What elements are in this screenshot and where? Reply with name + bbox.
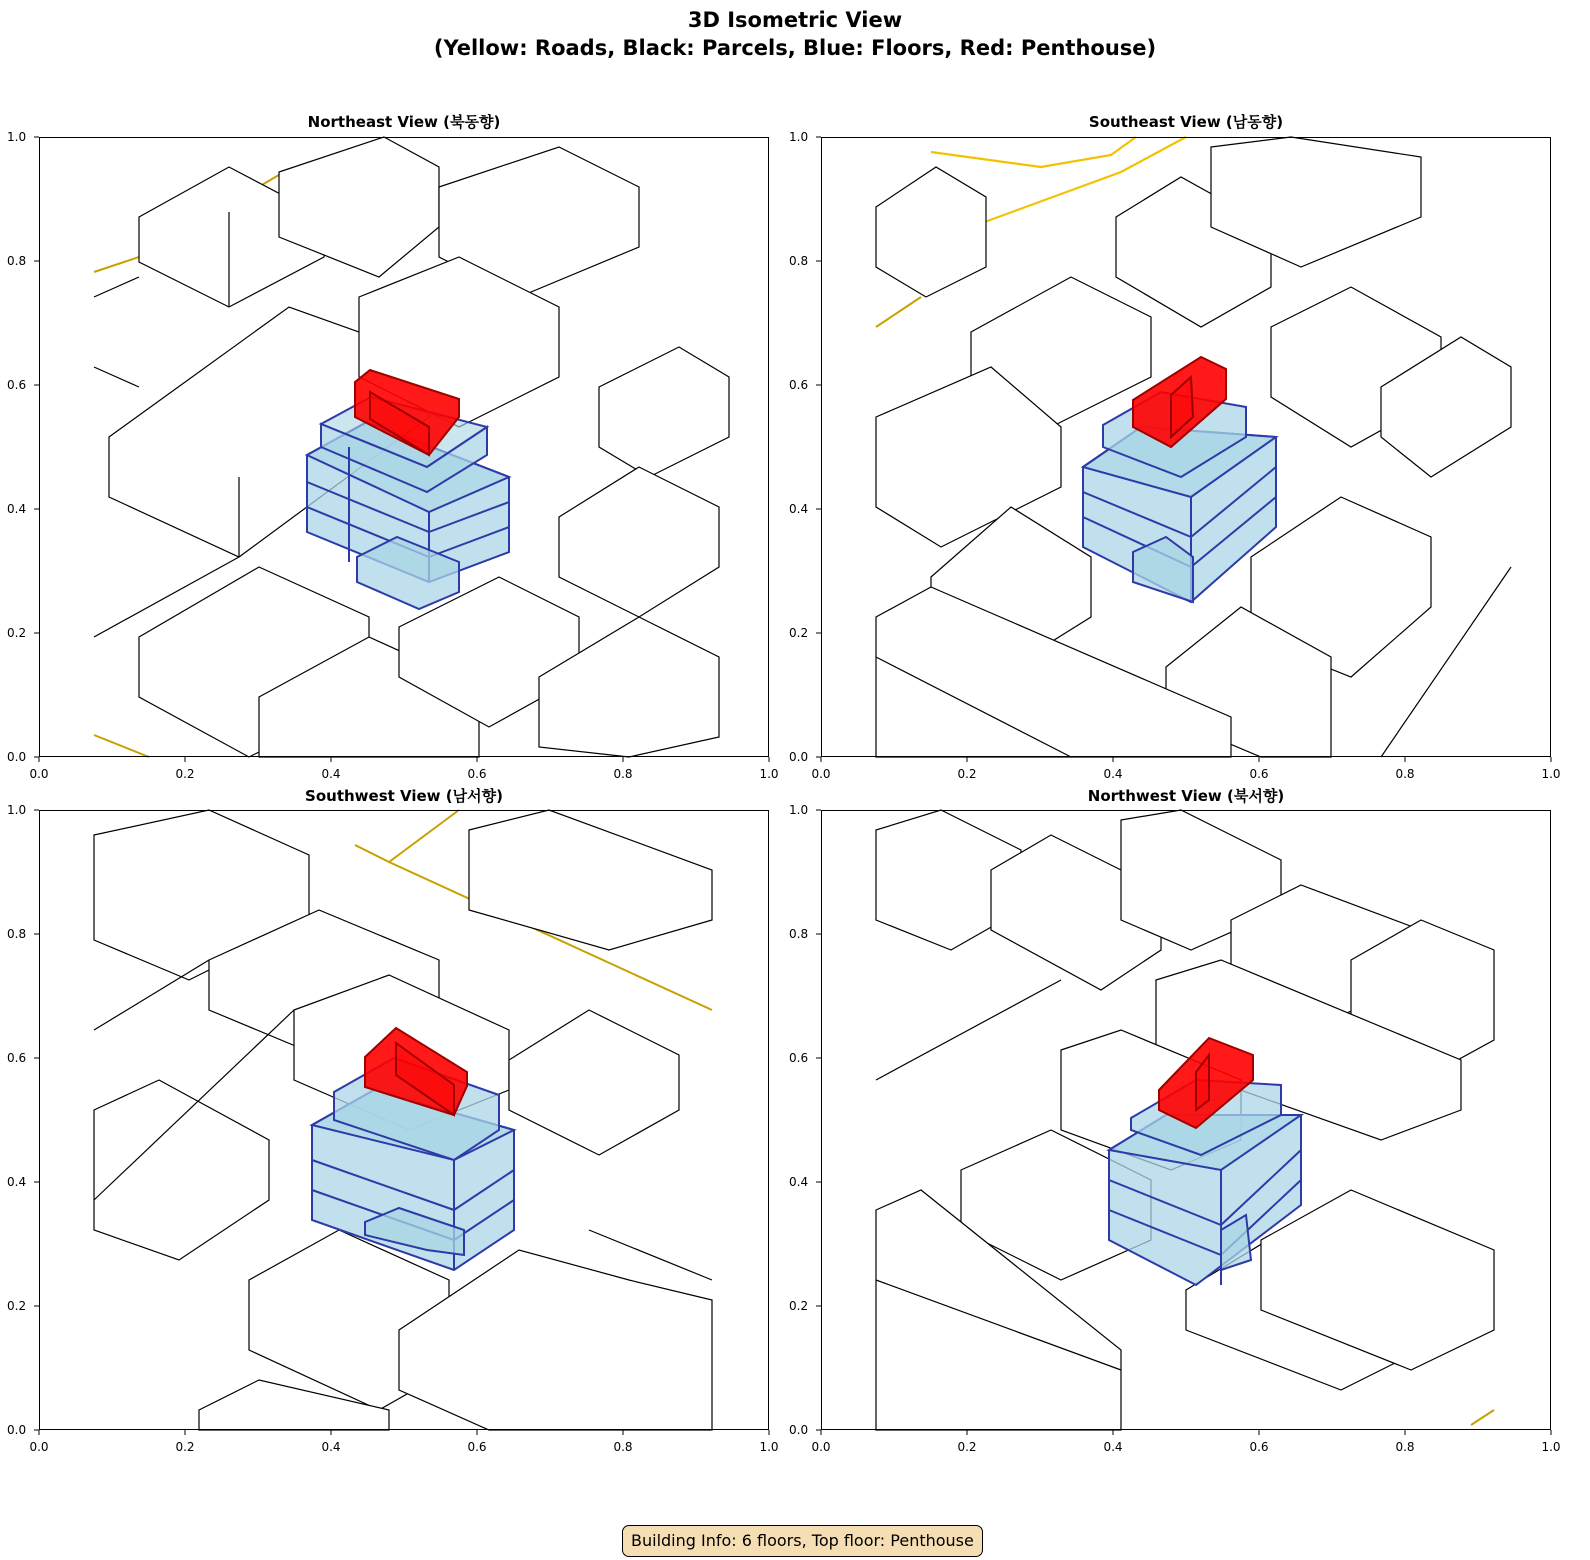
figure-subtitle: (Yellow: Roads, Black: Parcels, Blue: Floors, Red: Penthouse) — [433, 36, 1157, 60]
figure-title: 3D Isometric View — [687, 8, 903, 32]
panel-title-southwest: Southwest View (남서향) — [305, 787, 503, 805]
y-tick-label: 0.0 — [789, 1423, 809, 1437]
y-tick-label: 0.8 — [789, 254, 809, 268]
x-tick-label: 1.0 — [759, 767, 779, 781]
parcel-edge — [94, 367, 139, 387]
x-tick-label: 0.4 — [321, 767, 341, 781]
axes-northeast — [7, 130, 779, 781]
x-tick-label: 0.8 — [1395, 767, 1415, 781]
road-line — [1471, 1410, 1494, 1425]
x-tick-label: 0.0 — [811, 767, 831, 781]
y-tick-label: 0.4 — [7, 502, 27, 516]
x-tick-label: 0.8 — [1395, 1440, 1415, 1454]
y-tick-label: 0.8 — [789, 927, 809, 941]
y-tick-label: 0.4 — [789, 1175, 809, 1189]
isometric-plot-southeast — [821, 137, 1551, 757]
panel-title-northeast: Northeast View (북동향) — [307, 113, 501, 131]
y-tick-label: 1.0 — [7, 130, 27, 144]
isometric-plot-southwest — [39, 810, 769, 1430]
parcel-block — [509, 1010, 679, 1155]
x-tick-label: 0.0 — [29, 767, 49, 781]
road-line — [931, 137, 1136, 167]
building-info-box: Building Info: 6 floors, Top floor: Penthouse — [622, 1525, 983, 1557]
parcel-block — [469, 810, 712, 950]
y-tick-label: 1.0 — [789, 803, 809, 817]
x-tick-label: 0.8 — [613, 767, 633, 781]
x-tick-label: 0.2 — [175, 1440, 195, 1454]
x-tick-label: 1.0 — [1541, 767, 1561, 781]
x-tick-label: 0.6 — [1249, 1440, 1269, 1454]
parcel-edge — [94, 960, 209, 1030]
road-line — [94, 735, 149, 757]
parcel-block — [94, 1080, 269, 1260]
parcel-block — [399, 1250, 712, 1430]
x-tick-label: 0.2 — [957, 1440, 977, 1454]
x-tick-label: 0.2 — [175, 767, 195, 781]
road-line — [876, 297, 921, 327]
x-tick-label: 0.6 — [467, 767, 487, 781]
x-tick-label: 0.0 — [811, 1440, 831, 1454]
x-tick-label: 0.0 — [29, 1440, 49, 1454]
x-tick-label: 0.6 — [1249, 767, 1269, 781]
y-tick-label: 0.6 — [789, 378, 809, 392]
parcel-edge — [94, 277, 139, 297]
y-tick-label: 0.8 — [7, 254, 27, 268]
y-tick-label: 0.6 — [7, 378, 27, 392]
axes-southwest — [7, 803, 779, 1454]
x-tick-label: 0.6 — [467, 1440, 487, 1454]
x-tick-label: 1.0 — [1541, 1440, 1561, 1454]
y-tick-label: 0.0 — [7, 750, 27, 764]
y-tick-label: 0.2 — [7, 1299, 27, 1313]
isometric-plot-northwest — [821, 810, 1551, 1430]
x-tick-label: 0.4 — [321, 1440, 341, 1454]
y-tick-label: 0.0 — [789, 750, 809, 764]
parcel-block — [876, 167, 986, 297]
y-tick-label: 0.2 — [789, 1299, 809, 1313]
isometric-plot-northeast — [39, 137, 769, 757]
x-tick-label: 0.2 — [957, 767, 977, 781]
parcel-block — [559, 467, 719, 617]
y-tick-label: 1.0 — [789, 130, 809, 144]
axes-southeast — [789, 130, 1561, 781]
road-line — [389, 810, 459, 862]
x-tick-label: 0.4 — [1103, 1440, 1123, 1454]
parcel-block — [599, 347, 729, 477]
axes-northwest — [789, 803, 1561, 1454]
panel-title-northwest: Northwest View (북서향) — [1087, 787, 1285, 805]
y-tick-label: 1.0 — [7, 803, 27, 817]
panel-title-southeast: Southeast View (남동향) — [1088, 113, 1284, 131]
y-tick-label: 0.8 — [7, 927, 27, 941]
y-tick-label: 0.0 — [7, 1423, 27, 1437]
x-tick-label: 1.0 — [759, 1440, 779, 1454]
y-tick-label: 0.6 — [789, 1051, 809, 1065]
y-tick-label: 0.2 — [7, 626, 27, 640]
y-tick-label: 0.4 — [789, 502, 809, 516]
y-tick-label: 0.6 — [7, 1051, 27, 1065]
x-tick-label: 0.8 — [613, 1440, 633, 1454]
parcel-edge — [589, 1230, 712, 1280]
x-tick-label: 0.4 — [1103, 767, 1123, 781]
y-tick-label: 0.4 — [7, 1175, 27, 1189]
parcel-edge — [876, 980, 1061, 1080]
y-tick-label: 0.2 — [789, 626, 809, 640]
